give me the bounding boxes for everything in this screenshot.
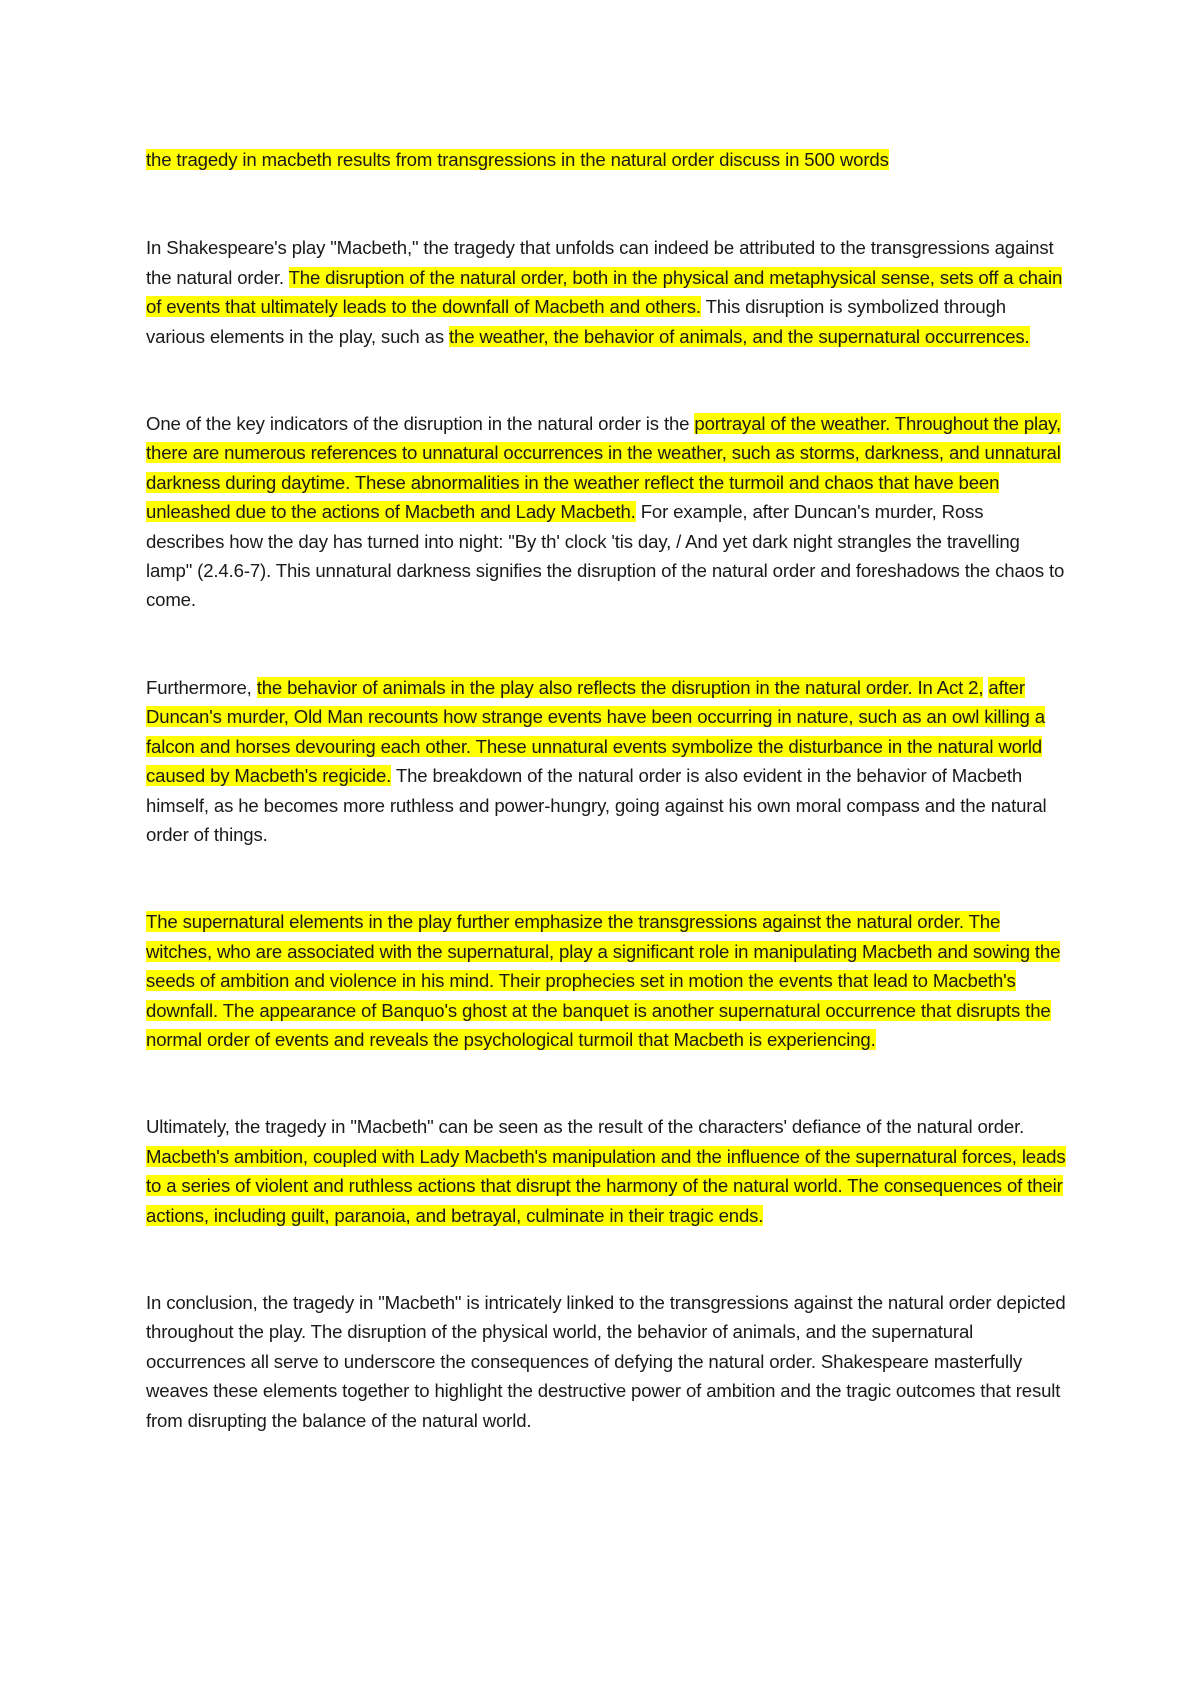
paragraph-conclusion: [146, 1288, 1066, 1435]
highlighted-text: Macbeth's ambition, coupled with Lady Macbeth's manipulation and the influence of the supernatural forces, leads to a series of violent and ruthless actions that disrupt the harmony of the natural world. The consequences of their actions, including guilt, paranoia, and betrayal, culminate in their tragic ends.: [146, 1145, 1066, 1226]
text-segment: Furthermore,: [146, 676, 257, 698]
paragraph-spacer: [146, 1230, 1066, 1288]
paragraph-spacer: [146, 351, 1066, 409]
paragraph-spacer: [146, 615, 1066, 673]
text-segment: This disruption is symbolized through various elements in the play, such as: [146, 296, 1006, 347]
highlighted-text: the behavior of animals in the play also reflects the disruption in the natural order. In Act 2,: [256, 676, 984, 698]
paragraph-supernatural: [146, 907, 1066, 1054]
highlighted-text: portrayal of the weather. Throughout the play, there are numerous references to unnatural occurrences in the weather, such as storms, darkness, and unnatural darkness during daytime. These abnormalities in the weather reflect the turmoil and chaos that have been unleashed due to the actions of Macbeth and Lady Macbeth.: [146, 413, 1061, 523]
text-segment: In Shakespeare's play "Macbeth," the tragedy that unfolds can indeed be attributed to the transgressions against the natural order.: [146, 237, 1054, 288]
paragraph-spacer: [146, 174, 1066, 233]
highlighted-text: the weather, the behavior of animals, and the supernatural occurrences.: [448, 325, 1030, 347]
highlighted-text: The supernatural elements in the play further emphasize the transgressions against the natural order. The witches, who are associated with the supernatural, play a significant role in manipulating Macbeth and sowing the seeds of ambition and violence in his mind. Their prophecies set in motion the events that lead to Macbeth's downfall. The appearance of Banquo's ghost at the banquet is another supernatural occurrence that disrupts the normal order of events and reveals the psychological turmoil that Macbeth is experiencing.: [146, 911, 1061, 1050]
text-segment: In conclusion, the tragedy in "Macbeth" is intricately linked to the transgressions against the natural order depicted throughout the play. The disruption of the physical world, the behavior of animals, and the supernatural occurrences all serve to underscore the consequences of defying the natural order. Shakespeare masterfully weaves these elements together to highlight the destructive power of ambition and the tragic outcomes that result from disrupting the balance of the natural world.: [146, 1291, 1066, 1431]
document-body: [146, 145, 1066, 1435]
paragraph-intro: [146, 233, 1066, 351]
paragraph-weather: [146, 409, 1066, 615]
paragraph-ultimately: [146, 1112, 1066, 1230]
text-segment: The breakdown of the natural order is also evident in the behavior of Macbeth himself, as he becomes more ruthless and power-hungry, going against his own moral compass and the natural order of things.: [146, 765, 1047, 845]
paragraph-spacer: [146, 849, 1066, 907]
document-title: [146, 145, 1066, 174]
paragraph-spacer: [146, 1054, 1066, 1112]
text-segment: One of the key indicators of the disruption in the natural order is the: [146, 413, 695, 435]
paragraph-animals: [146, 673, 1066, 849]
highlighted-text: after Duncan's murder, Old Man recounts how strange events have been occurring in nature, such as an owl killing a falcon and horses devouring each other. These unnatural events symbolize the disturbance in the natural world caused by Macbeth's regicide.: [146, 676, 1045, 787]
highlighted-text: The disruption of the natural order, both in the physical and metaphysical sense, sets off a chain of events that ultimately leads to the downfall of Macbeth and others.: [146, 266, 1063, 318]
text-segment: Ultimately, the tragedy in "Macbeth" can be seen as the result of the characters' defiance of the natural order.: [146, 1116, 1025, 1138]
highlighted-text: the tragedy in macbeth results from transgressions in the natural order discuss in 500 words: [146, 149, 889, 170]
text-segment: For example, after Duncan's murder, Ross describes how the day has turned into night: "By th' clock 'tis day, / And yet dark night strangles the travelling lamp" (2.4.6-7). This unnatural darkness signifies the disruption of the natural order and foreshadows the chaos to come.: [146, 501, 1065, 611]
